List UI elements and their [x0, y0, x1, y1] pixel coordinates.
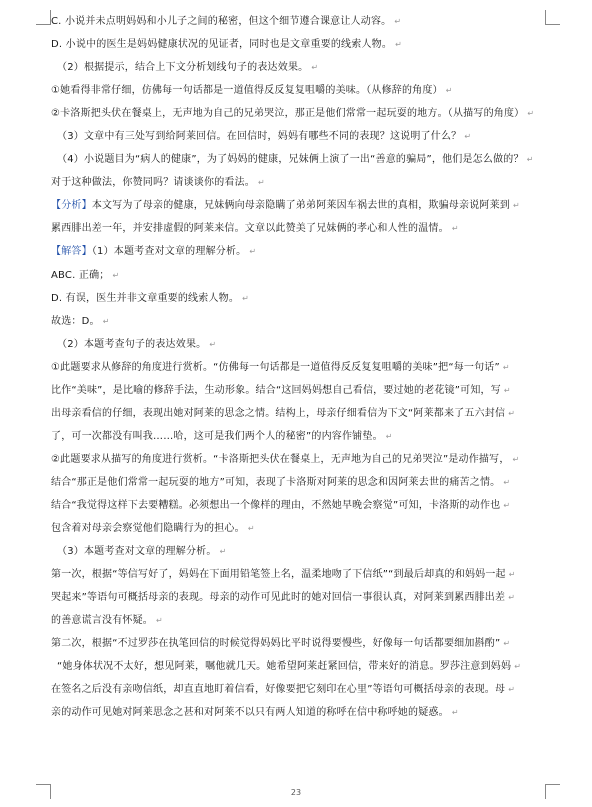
text-line	[51, 338, 562, 352]
paragraph-mark-icon: ↵	[258, 178, 265, 187]
paragraph-mark-icon: ↵	[451, 708, 459, 717]
paragraph-mark-icon: ↵	[503, 478, 511, 487]
paragraph-mark-icon: ↵	[219, 547, 227, 556]
line-text: （2）本题考查句子的表达效果。	[57, 339, 207, 350]
text-line	[51, 107, 556, 121]
line-text: 亲的动作可见她对阿莱思念之甚和对阿莱不以只有两人知道的称呼在信中称呼她的疑惑。	[51, 707, 449, 718]
line-text: C. 小说并未点明妈妈和小儿子之间的秘密，但这个细节遵合课意让人动容。	[51, 16, 392, 27]
line-text: 的善意谎言没有怀疑。	[51, 615, 153, 626]
text-line	[51, 660, 562, 674]
text-line	[51, 637, 556, 651]
paragraph-mark-icon: ↵	[464, 132, 472, 141]
paragraph-mark-icon: ↵	[249, 247, 257, 256]
text-line	[51, 61, 562, 75]
paragraph-mark-icon: ↵	[508, 570, 516, 579]
line-text: 包含着对母亲会察觉他们隐瞒行为的担心。	[51, 523, 245, 534]
line-text: 结合“那正是他们常常一起玩耍的地方”可知，表现了卡洛斯对阿莱的思念和因阿莱去世的痛苦之情。	[51, 477, 501, 488]
line-text: 累西腓出差一年，并安排虚假的阿莱来信。文章以此赞美了兄妹俩的孝心和人性的温情。	[51, 223, 449, 234]
line-text: ②卡洛斯把头伏在餐桌上，无声地为自己的兄弟哭泣，那正是他们常常一起玩耍的地方。（从描写的角度）	[51, 108, 525, 119]
text-line	[51, 545, 562, 559]
text-line	[51, 361, 556, 375]
text-line	[51, 245, 556, 259]
paragraph-mark-icon: ↵	[395, 40, 402, 49]
paragraph-mark-icon: ↵	[385, 432, 393, 441]
paragraph-mark-icon: ↵	[209, 340, 217, 349]
line-text: D. 有误，医生并非文章重要的线索人物。	[51, 293, 240, 304]
line-text: 了，可一次都没有叫我……哈，这可是我们两个人的秘密”的内容作铺垫。	[51, 431, 383, 442]
line-text: “她身体状况不太好，想见阿莱，嘱他就几天。她希望阿莱赶紧回信，带来好的消息。罗莎注意到妈妈	[57, 661, 512, 672]
text-line	[51, 476, 556, 490]
paragraph-mark-icon: ↵	[527, 109, 535, 118]
crop-mark-top-left	[36, 10, 51, 25]
text-line	[51, 315, 556, 329]
line-text: 第一次，根据“等信写好了，妈妈在下面用铅笔签上名，温柔地吻了下信纸”“到最后却真的和妈妈一起	[51, 569, 506, 580]
line-text: 第二次，根据“不过罗莎在执笔回信的时候觉得妈妈比平时说得要慢些，好像每一句话都要细加斟酌”	[51, 638, 501, 649]
text-line	[51, 84, 556, 98]
text-line	[51, 499, 556, 513]
paragraph-mark-icon: ↵	[311, 63, 319, 72]
text-line	[51, 591, 556, 605]
paragraph-mark-icon: ↵	[156, 616, 163, 625]
line-text: （3）文章中有三处写到给阿莱回信。在回信时，妈妈有哪些不同的表现？这说明了什么？	[57, 131, 462, 142]
paragraph-mark-icon: ↵	[242, 294, 249, 303]
paragraph-mark-icon: ↵	[451, 224, 459, 233]
line-text: 结合“我觉得这样下去要糟糕。必须想出一个像样的理由，不然她早晚会察觉”可知，卡洛斯的动作也	[51, 500, 501, 511]
text-line	[51, 269, 556, 283]
paragraph-mark-icon: ↵	[503, 639, 511, 648]
text-line	[51, 430, 556, 444]
text-line	[51, 614, 556, 628]
text-line	[51, 176, 556, 190]
text-line	[51, 706, 556, 720]
line-text: 对于这种做法，你赞同吗？请谈谈你的看法。	[51, 177, 255, 188]
paragraph-mark-icon: ↵	[508, 409, 516, 418]
text-line	[51, 407, 556, 421]
section-tag: 【分析】	[51, 200, 92, 211]
paragraph-mark-icon: ↵	[526, 155, 534, 164]
line-text: 故选：D。	[51, 316, 100, 327]
line-text: （1）本题考查对文章的理解分析。	[91, 246, 247, 257]
paragraph-mark-icon: ↵	[513, 201, 520, 210]
text-line	[51, 199, 556, 213]
section-tag: 【解答】	[51, 246, 92, 257]
paragraph-mark-icon: ↵	[514, 662, 522, 671]
paragraph-mark-icon: ↵	[247, 524, 255, 533]
line-text: 在签名之后没有亲吻信纸，却直直地盯着信看，好像要把它刻印在心里”等语句可概括母亲的表现。母	[51, 684, 506, 695]
line-text: ①她看得非常仔细，仿佛每一句话都是一道值得反反复复咀嚼的美味。（从修辞的角度）	[51, 85, 443, 96]
paragraph-mark-icon: ↵	[503, 386, 511, 395]
line-text: ①此题要求从修辞的角度进行赏析。“仿佛每一句话都是一道值得反反复复咀嚼的美味”把“每一句话”	[51, 362, 500, 373]
text-line	[51, 568, 556, 582]
paragraph-mark-icon: ↵	[512, 455, 520, 464]
text-line	[51, 384, 556, 398]
line-text: D. 小说中的医生是妈妈健康状况的见证者，同时也是文章重要的线索人物。	[51, 39, 393, 50]
text-line	[51, 292, 556, 306]
text-line	[51, 522, 556, 536]
text-line	[51, 130, 562, 144]
paragraph-mark-icon: ↵	[445, 86, 453, 95]
line-text: ②此题要求从描写的角度进行赏析。“卡洛斯把头伏在餐桌上，无声地为自己的兄弟哭泣”是动作描写，	[51, 454, 510, 465]
paragraph-mark-icon: ↵	[502, 363, 510, 372]
text-line	[51, 683, 556, 697]
text-line	[51, 453, 556, 467]
paragraph-mark-icon: ↵	[102, 317, 110, 326]
text-line	[51, 38, 556, 52]
text-line	[51, 222, 556, 236]
page-number: 23	[290, 788, 302, 797]
line-text: 本文写为了母亲的健康，兄妹俩向母亲隐瞒了弟弟阿莱因车祸去世的真相，欺骗母亲说阿莱到	[91, 200, 511, 211]
line-text: （2）根据提示，结合上下文分析划线句子的表达效果。	[57, 62, 309, 73]
paragraph-mark-icon: ↵	[508, 685, 516, 694]
paragraph-mark-icon: ↵	[508, 593, 516, 602]
paragraph-mark-icon: ↵	[112, 271, 120, 280]
line-text: ABC. 正确；	[51, 270, 110, 281]
line-text: 哭起来”等语句可概括母亲的表现。母亲的动作可见此时的她对回信一事很认真，对阿莱到累西腓出差	[51, 592, 506, 603]
line-text: 比作“美味”，是比喻的修辞手法，生动形象。结合“这回妈妈想自己看信，要过她的老花镜”可知，写	[51, 385, 501, 396]
paragraph-mark-icon: ↵	[503, 501, 511, 510]
line-text: （3）本题考查对文章的理解分析。	[57, 546, 217, 557]
text-line	[51, 15, 556, 29]
paragraph-mark-icon: ↵	[394, 17, 402, 26]
line-text: （4）小说题目为“病人的健康”，为了妈妈的健康，兄妹俩上演了一出“善意的骗局”，他们是怎么做的？	[57, 154, 524, 165]
text-line	[51, 153, 562, 167]
line-text: 出母亲看信的仔细，表现出她对阿莱的思念之情。结构上，母亲仔细看信为下文“阿莱都来了五六封信	[51, 408, 506, 419]
